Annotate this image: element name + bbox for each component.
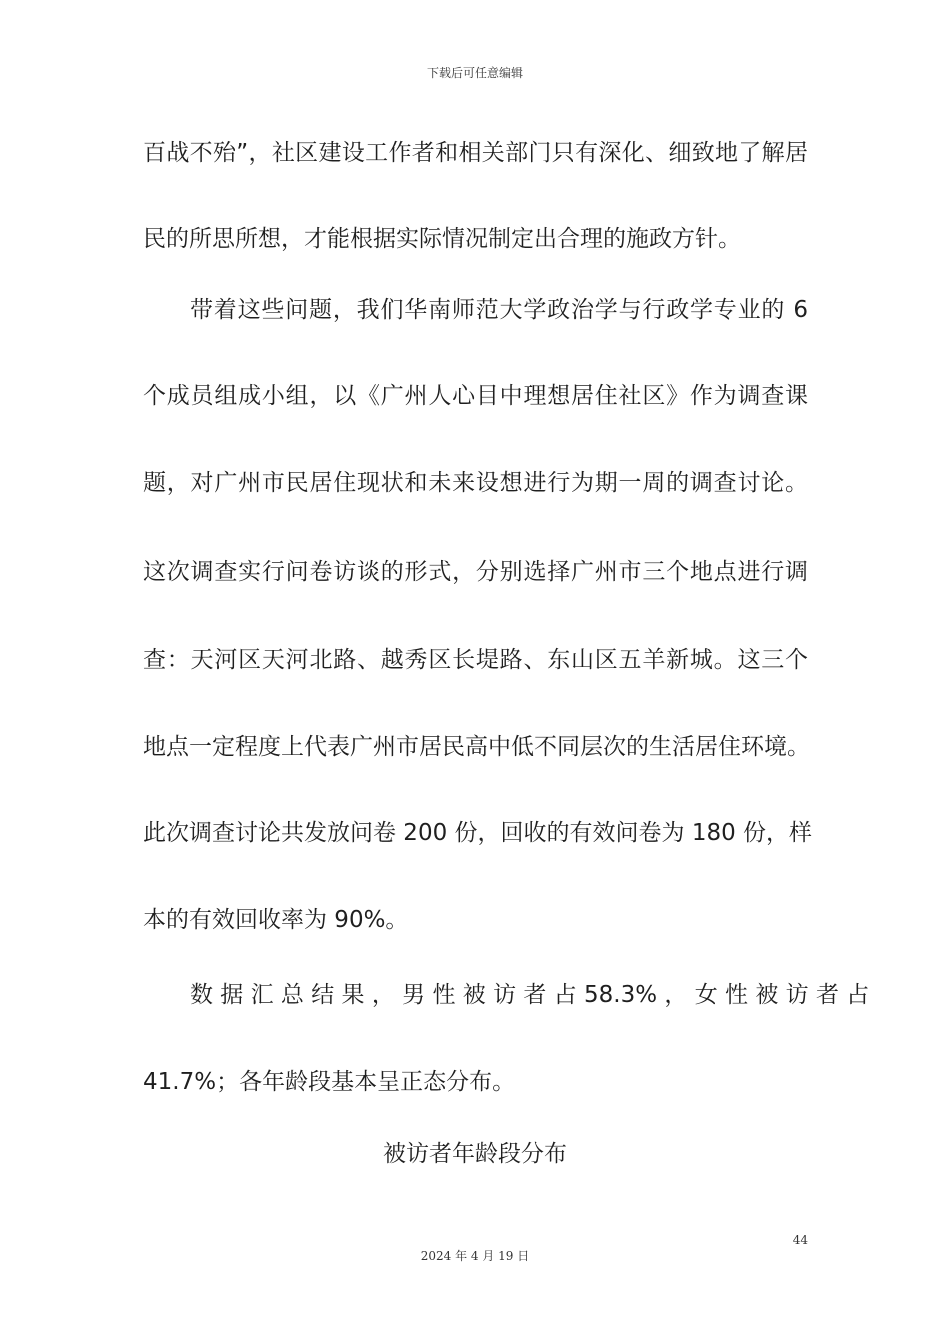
paragraph-line: 查：天河区天河北路、越秀区长堤路、东山区五羊新城。这三个: [143, 647, 808, 673]
figure-caption: 被访者年龄段分布: [383, 1141, 567, 1167]
paragraph-line: 民的所思所想，才能根据实际情况制定出合理的施政方针。: [143, 226, 741, 252]
page-number: 44: [792, 1233, 808, 1247]
paragraph-line: 此次调查讨论共发放问卷 200 份，回收的有效问卷为 180 份，样: [143, 820, 813, 846]
paragraph-line: 41.7%；各年龄段基本呈正态分布。: [143, 1069, 516, 1095]
paragraph-line: 本的有效回收率为 90%。: [143, 907, 409, 933]
paragraph-line: 数 据 汇 总 结 果 ， 男 性 被 访 者 占 58.3% ， 女 性 被 访 者 占: [190, 982, 870, 1008]
paragraph-line: 这次调查实行问卷访谈的形式，分别选择广州市三个地点进行调: [143, 559, 808, 585]
paragraph-line: 地点一定程度上代表广州市居民高中低不同层次的生活居住环境。: [143, 734, 810, 760]
paragraph-line: 题，对广州市民居住现状和未来设想进行为期一周的调查讨论。: [143, 470, 808, 496]
page-header: 下载后可任意编辑: [426, 66, 523, 80]
paragraph-line: 个成员组成小组，以《广州人心目中理想居住社区》作为调查课: [143, 383, 808, 409]
footer-date: 2024 年 4 月 19 日: [420, 1249, 530, 1263]
paragraph-line: 带着这些问题，我们华南师范大学政治学与行政学专业的 6: [190, 297, 808, 323]
paragraph-line: 百战不殆”，社区建设工作者和相关部门只有深化、细致地了解居: [143, 140, 808, 166]
